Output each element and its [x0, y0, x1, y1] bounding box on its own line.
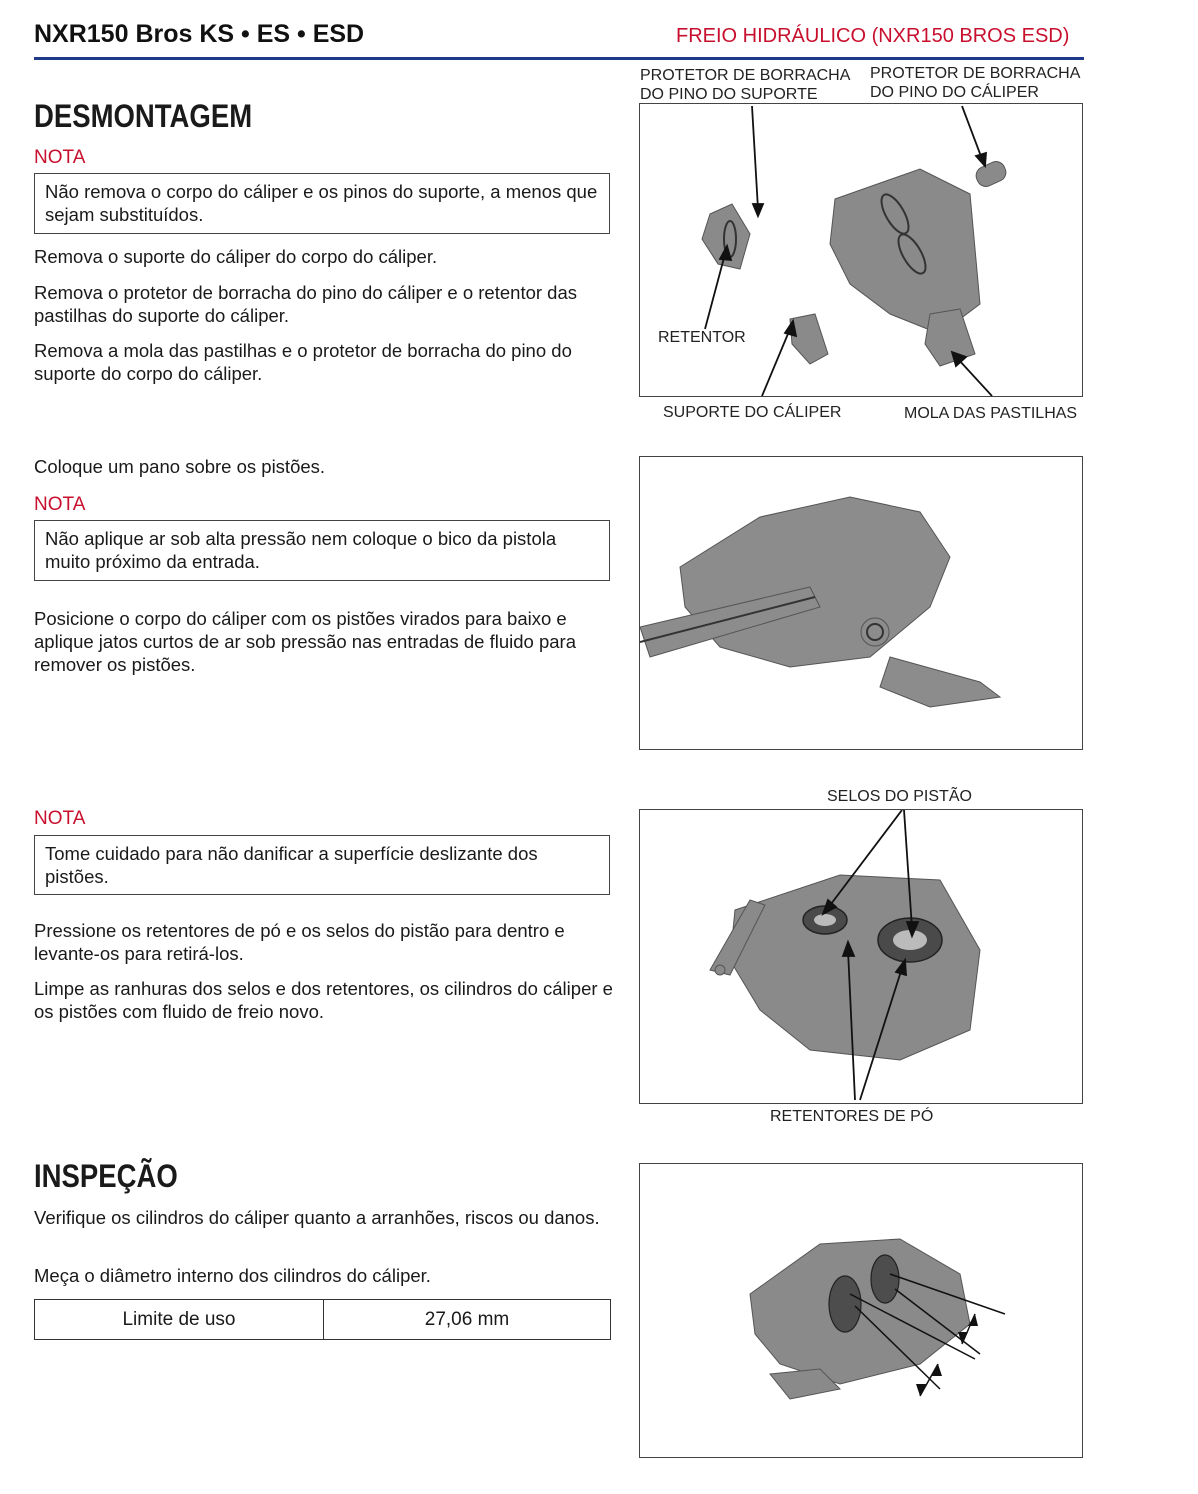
cylinder-measure-figure	[639, 1163, 1083, 1458]
label-bracket-pin-boot: PROTETOR DE BORRACHA DO PINO DO SUPORTE	[640, 67, 850, 103]
caliper-seals-figure	[639, 809, 1083, 1104]
note-box: Tome cuidado para não danificar a superfície deslizante dos pistões.	[34, 835, 610, 895]
disassembly-heading: DESMONTAGEM	[34, 98, 253, 134]
label-dust-seals: RETENTORES DE PÓ	[770, 1108, 934, 1125]
note-label: NOTA	[34, 494, 86, 515]
label-caliper-bracket: SUPORTE DO CÁLIPER	[663, 404, 842, 421]
step-text: Meça o diâmetro interno dos cilindros do cáliper.	[34, 1265, 431, 1286]
step-text: Limpe as ranhuras dos selos e dos retentores, os cilindros do cáliper e os pistões com fluido de freio novo.	[34, 978, 613, 1022]
label-caliper-pin-boot: PROTETOR DE BORRACHA DO PINO DO CÁLIPER	[870, 65, 1080, 101]
note-box: Não remova o corpo do cáliper e os pinos do suporte, a menos que sejam substituídos.	[34, 173, 610, 234]
air-gun-figure	[639, 456, 1083, 750]
step-text: Coloque um pano sobre os pistões.	[34, 456, 326, 477]
note-label: NOTA	[34, 808, 86, 829]
section-title: FREIO HIDRÁULICO (NXR150 BROS ESD)	[676, 25, 1070, 47]
inspection-heading: INSPEÇÃO	[34, 1158, 178, 1194]
label-pad-spring: MOLA DAS PASTILHAS	[904, 405, 1078, 422]
label-piston-seals: SELOS DO PISTÃO	[827, 788, 972, 805]
caliper-exploded-figure	[639, 103, 1083, 397]
step-text: Remova o protetor de borracha do pino do cáliper e o retentor das pastilhas do suporte do cáliper.	[34, 282, 577, 326]
label-retainer: RETENTOR	[658, 329, 746, 346]
spec-value-cell: 27,06 mm	[424, 1308, 510, 1330]
note-label: NOTA	[34, 147, 86, 168]
manual-model-title: NXR150 Bros KS • ES • ESD	[34, 20, 365, 48]
step-text: Verifique os cilindros do cáliper quanto a arranhões, riscos ou danos.	[34, 1207, 600, 1228]
step-text: Remova o suporte do cáliper do corpo do cáliper.	[34, 246, 438, 267]
step-text: Posicione o corpo do cáliper com os pistões virados para baixo e aplique jatos curtos de ar sob pressão nas entradas de fluido para remover os pistões.	[34, 608, 576, 675]
note-box: Não aplique ar sob alta pressão nem coloque o bico da pistola muito próximo da entrada.	[34, 520, 610, 581]
step-text: Pressione os retentores de pó e os selos do pistão para dentro e levante-os para retirá-los.	[34, 920, 565, 964]
spec-label-cell: Limite de uso	[35, 1300, 324, 1339]
header-rule	[34, 57, 1084, 60]
step-text: Remova a mola das pastilhas e o protetor de borracha do pino do suporte do corpo do cáliper.	[34, 340, 572, 384]
spec-table	[34, 1299, 611, 1340]
